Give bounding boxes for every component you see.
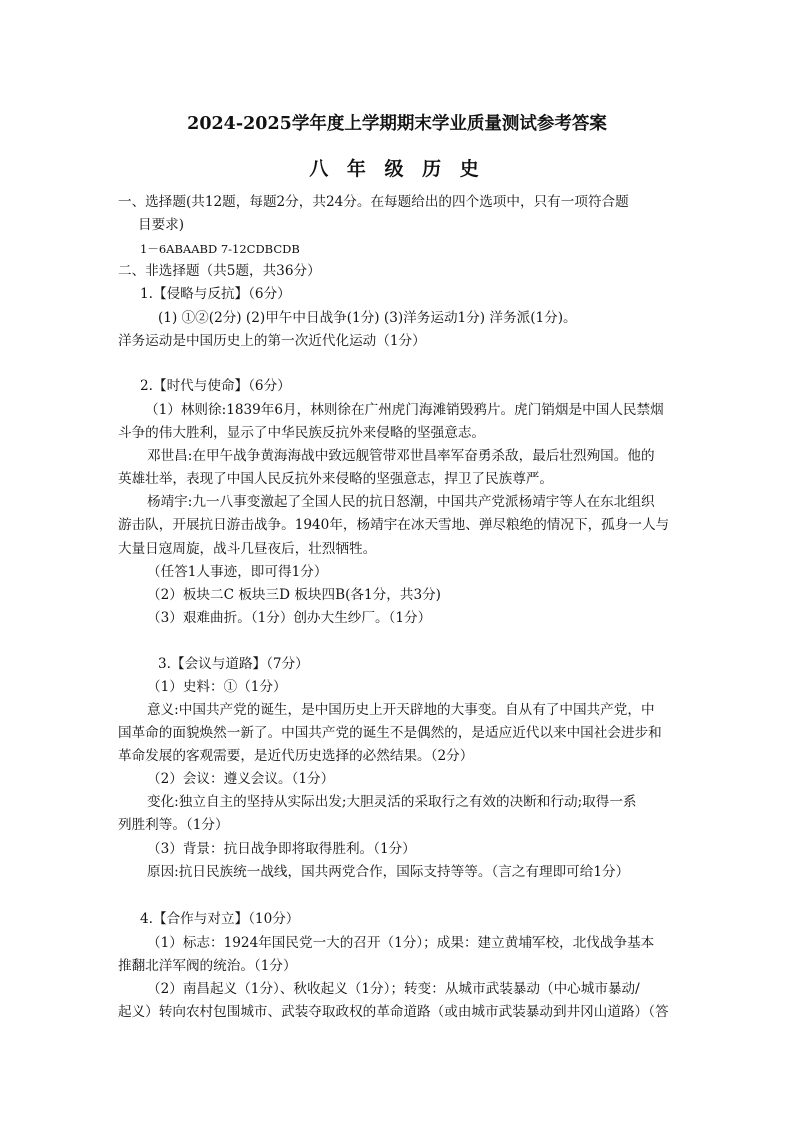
text-line: 革命发展的客观需要，是近代历史选择的必然结果。（2分） xyxy=(118,748,474,764)
text-line: （1）标志：1924年国民党一大的召开（1分）；成果：建立黄埔军校，北伐战争基本 xyxy=(147,935,655,951)
text-line: 洋务运动是中国历史上的第一次近代化运动（1分） xyxy=(118,333,426,349)
text-line: 邓世昌:在甲午战争黄海海战中致远舰管带邓世昌率军奋勇杀敌，最后壮烈殉国。他的 xyxy=(147,448,655,464)
text-line: 2.【时代与使命】（6分） xyxy=(140,378,291,394)
text-line: 大量日寇周旋，战斗几昼夜后，壮烈牺牲。 xyxy=(118,541,377,557)
text-line: 一、选择题(共12题，每题2分，共24分。在每题给出的四个选项中，只有一项符合题 xyxy=(118,194,629,210)
text-line: （3）背景：抗日战争即将取得胜利。（1分） xyxy=(147,841,416,857)
text-line: (1) ①②(2分) (2)甲午中日战争(1分) (3)洋务运动1分) 洋务派(1分)。 xyxy=(158,310,577,326)
text-line: 4.【合作与对立】（10分） xyxy=(140,911,300,927)
text-line: 斗争的伟大胜利，显示了中华民族反抗外来侵略的坚强意志。 xyxy=(118,425,486,441)
text-line: （2）南昌起义（1分）、秋收起义（1分）；转变：从城市武装暴动（中心城市暴动/ xyxy=(147,981,640,997)
text-line: 3.【会议与道路】（7分） xyxy=(158,656,309,672)
text-line: （任答1人事迹，即可得1分） xyxy=(147,564,328,580)
text-line: 1－6ABAABD 7-12CDBCDB xyxy=(140,242,300,256)
text-line: 杨靖宇:九一八事变激起了全国人民的抗日怒潮，中国共产党派杨靖宇等人在东北组织 xyxy=(147,494,655,510)
text-line: 游击队，开展抗日游击战争。1940年，杨靖宇在冰天雪地、弹尽粮绝的情况下，孤身一人与 xyxy=(118,517,670,533)
text-line: （2）会议：遵义会议。（1分） xyxy=(147,771,335,787)
document-subtitle: 八 年 级 历 史 xyxy=(309,158,485,180)
text-line: （1）林则徐:1839年6月，林则徐在广州虎门海滩销毁鸦片。虎门销烟是中国人民禁烟 xyxy=(145,402,664,418)
text-line: 意义:中国共产党的诞生，是中国历史上开天辟地的大事变。自从有了中国共产党，中 xyxy=(147,702,655,718)
text-line: 英雄壮举，表现了中国人民反抗外来侵略的坚强意志，捍卫了民族尊严。 xyxy=(118,471,553,487)
text-line: 国革命的面貌焕然一新了。中国共产党的诞生不是偶然的，是适应近代以来中国社会进步和 xyxy=(118,725,662,741)
text-line: 1.【侵略与反抗】（6分） xyxy=(140,286,291,302)
text-line: 推翻北洋军阀的统治。（1分） xyxy=(118,958,297,974)
text-line: 目要求) xyxy=(138,217,185,233)
text-line: （1）史料：①（1分） xyxy=(147,679,287,695)
text-line: 起义）转向农村包围城市、武装夺取政权的革命道路（或由城市武装暴动到井冈山道路）（答 xyxy=(118,1004,669,1020)
text-line: （3）艰难曲折。（1分）创办大生纱厂。（1分） xyxy=(147,610,432,626)
text-line: （2）板块二C 板块三D 板块四B(各1分，共3分) xyxy=(147,587,441,603)
text-line: 变化:独立自主的坚持从实际出发;大胆灵活的采取行之有效的决断和行动;取得一系 xyxy=(147,794,637,810)
text-line: 原因:抗日民族统一战线，国共两党合作，国际支持等等。（言之有理即可给1分） xyxy=(147,864,630,880)
text-line: 二、非选择题（共5题，共36分） xyxy=(118,263,321,279)
document-title: 2024-2025学年度上学期期末学业质量测试参考答案 xyxy=(187,114,607,134)
text-line: 列胜利等。（1分） xyxy=(118,817,229,833)
